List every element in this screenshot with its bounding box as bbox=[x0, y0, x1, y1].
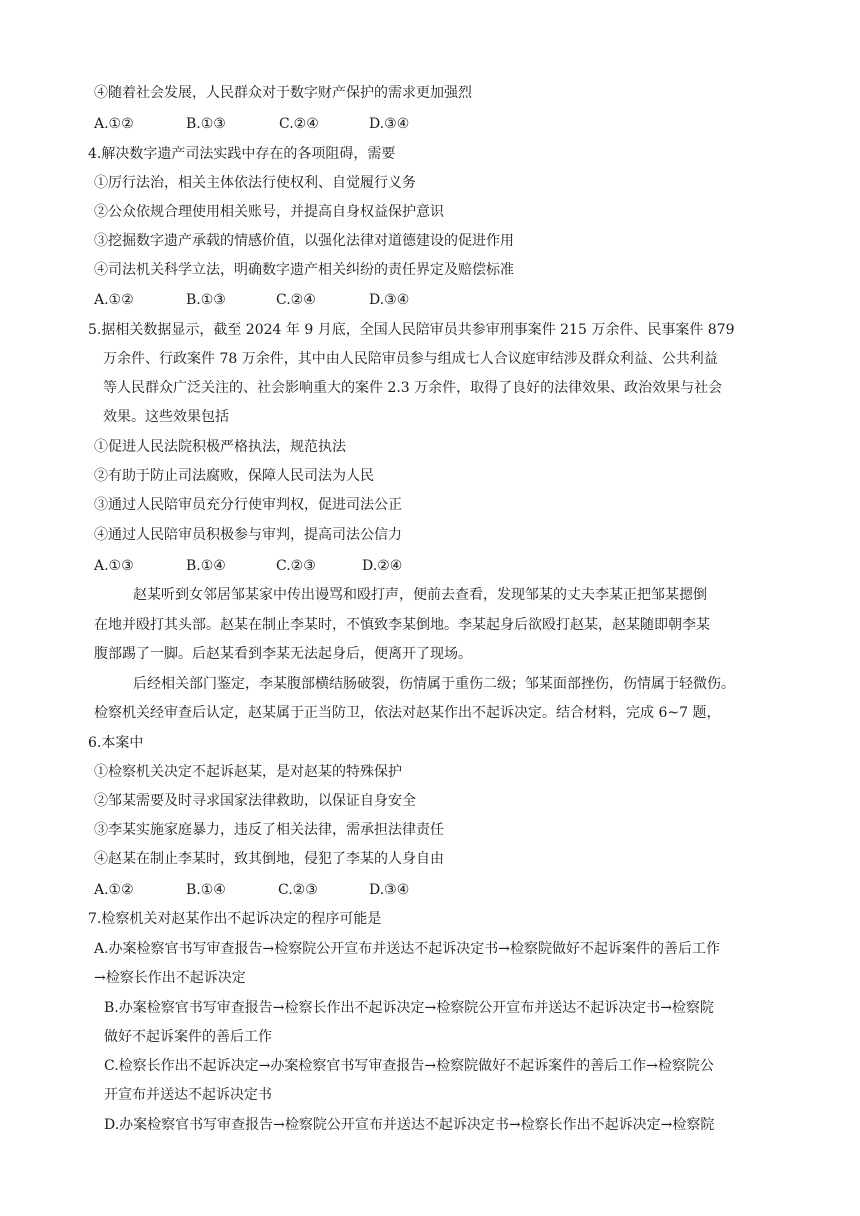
q5-option-d: D.②④ bbox=[362, 558, 403, 574]
q4-item-1: ①厉行法治，相关主体依法行使权利、自觉履行义务 bbox=[94, 175, 416, 191]
q6-item-4: ④赵某在制止李某时，致其倒地，侵犯了李某的人身自由 bbox=[94, 851, 444, 867]
q3-option-b: B.①③ bbox=[186, 116, 226, 132]
q6-option-b: B.①④ bbox=[186, 882, 226, 898]
q4-stem: 4.解决数字遗产司法实践中存在的各项阻碍，需要 bbox=[88, 146, 396, 162]
q4-options bbox=[94, 291, 454, 309]
q6-item-3: ③李某实施家庭暴力，违反了相关法律，需承担法律责任 bbox=[94, 822, 444, 838]
q4-item-4: ④司法机关科学立法，明确数字遗产相关纠纷的责任界定及赔偿标准 bbox=[94, 262, 514, 278]
q4-item-2: ②公众依规合理使用相关账号，并提高自身权益保护意识 bbox=[94, 204, 444, 220]
q4-option-a: A.①② bbox=[94, 292, 134, 308]
q5-option-c: C.②③ bbox=[276, 558, 316, 574]
material-line-3: 腹部踢了一脚。后赵某看到李某无法起身后，便离开了现场。 bbox=[94, 646, 472, 662]
q7-option-a-line-2: →检察长作出不起诉决定 bbox=[94, 970, 246, 986]
q7-stem: 7.检察机关对赵某作出不起诉决定的程序可能是 bbox=[88, 911, 382, 927]
q5-item-1: ①促进人民法院积极严格执法，规范执法 bbox=[94, 439, 346, 455]
q7-option-d-line-1: D.办案检察官书写审查报告→检察院公开宣布并送达不起诉决定书→检察长作出不起诉决定→检察院 bbox=[104, 1117, 715, 1133]
q5-option-a: A.①③ bbox=[94, 558, 134, 574]
q7-option-b-line-1: B.办案检察官书写审查报告→检察长作出不起诉决定→检察院公开宣布并送达不起诉决定书→检察院 bbox=[104, 1000, 714, 1016]
q5-stem-line-4: 效果。这些效果包括 bbox=[103, 409, 229, 425]
q6-item-1: ①检察机关决定不起诉赵某，是对赵某的特殊保护 bbox=[94, 764, 402, 780]
material-line-1: 赵某听到女邻居邹某家中传出谩骂和殴打声，便前去查看，发现邹某的丈夫李某正把邹某摁倒 bbox=[133, 587, 707, 603]
q4-option-d: D.③④ bbox=[369, 292, 410, 308]
material-line-2: 在地并殴打其头部。赵某在制止李某时，不慎致李某倒地。李某起身后欲殴打赵某，赵某随即朝李某 bbox=[94, 617, 710, 633]
q4-option-c: C.②④ bbox=[276, 292, 316, 308]
q4-option-b: B.①③ bbox=[186, 292, 226, 308]
q3-option-d: D.③④ bbox=[369, 116, 410, 132]
q5-options bbox=[94, 557, 454, 575]
q7-option-c-line-1: C.检察长作出不起诉决定→办案检察官书写审查报告→检察院做好不起诉案件的善后工作→检察院公 bbox=[104, 1058, 714, 1074]
q7-option-a-line-1: A.办案检察官书写审查报告→检察院公开宣布并送达不起诉决定书→检察院做好不起诉案件的善后工作 bbox=[94, 941, 721, 957]
material-line-4: 后经相关部门鉴定，李某腹部横结肠破裂，伤情属于重伤二级；邹某面部挫伤，伤情属于轻微伤。 bbox=[133, 676, 735, 692]
q3-option-c: C.②④ bbox=[279, 116, 319, 132]
q5-item-3: ③通过人民陪审员充分行使审判权，促进司法公正 bbox=[94, 497, 402, 513]
q6-item-2: ②邹某需要及时寻求国家法律救助，以保证自身安全 bbox=[94, 793, 416, 809]
q4-item-3: ③挖掘数字遗产承载的情感价值，以强化法律对道德建设的促进作用 bbox=[94, 233, 514, 249]
q5-option-b: B.①④ bbox=[186, 558, 226, 574]
q7-option-c-line-2: 开宣布并送达不起诉决定书 bbox=[104, 1087, 272, 1103]
q5-stem-line-1: 5.据相关数据显示，截至 2024 年 9 月底，全国人民陪审员共参审刑事案件 215 万余件、民事案件 879 bbox=[88, 322, 735, 338]
q7-option-b-line-2: 做好不起诉案件的善后工作 bbox=[104, 1029, 272, 1045]
q5-item-4: ④通过人民陪审员积极参与审判，提高司法公信力 bbox=[94, 527, 402, 543]
q5-item-2: ②有助于防止司法腐败，保障人民司法为人民 bbox=[94, 468, 374, 484]
q6-option-c: C.②③ bbox=[278, 882, 318, 898]
q6-stem: 6.本案中 bbox=[88, 735, 144, 751]
material-line-5: 检察机关经审查后认定，赵某属于正当防卫，依法对赵某作出不起诉决定。结合材料，完成 6~7 题， bbox=[94, 705, 721, 721]
q3-option-a: A.①② bbox=[94, 116, 134, 132]
q5-stem-line-3: 等人民群众广泛关注的、社会影响重大的案件 2.3 万余件，取得了良好的法律效果、政治效果与社会 bbox=[103, 380, 723, 396]
q6-options bbox=[94, 881, 454, 899]
q3-item-4: ④随着社会发展，人民群众对于数字财产保护的需求更加强烈 bbox=[94, 85, 472, 101]
q3-options bbox=[94, 115, 454, 133]
q5-stem-line-2: 万余件、行政案件 78 万余件，其中由人民陪审员参与组成七人合议庭审结涉及群众利益、公共利益 bbox=[103, 351, 718, 367]
q6-option-a: A.①② bbox=[94, 882, 134, 898]
q6-option-d: D.③④ bbox=[369, 882, 410, 898]
